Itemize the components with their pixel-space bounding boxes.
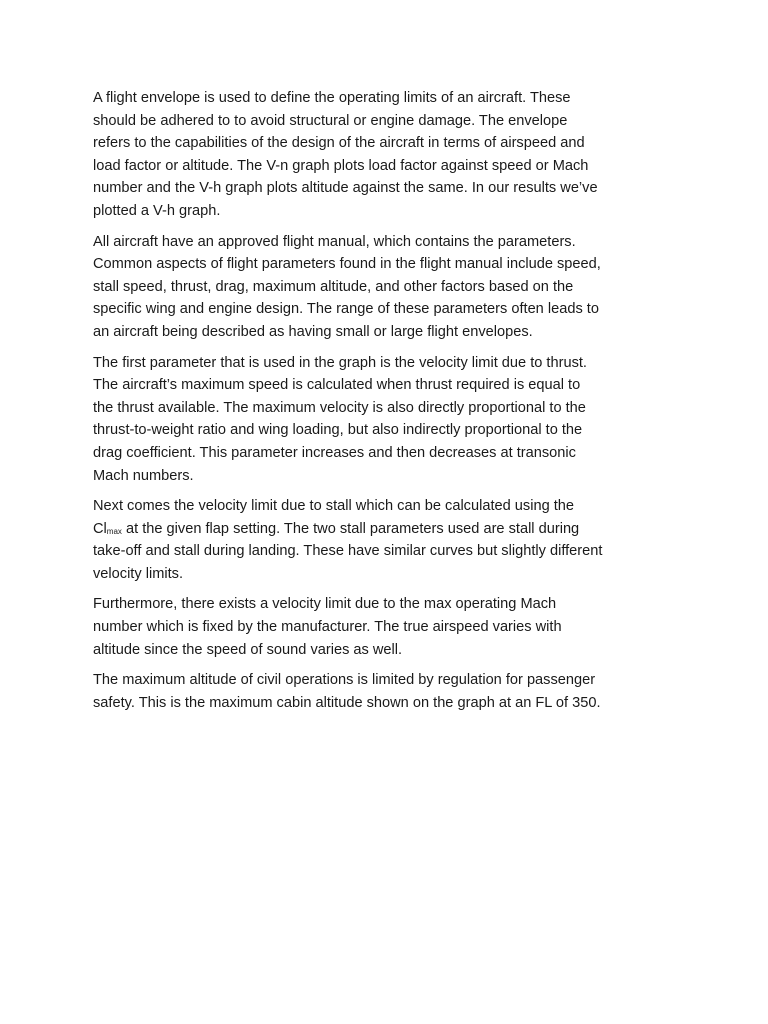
text-line: altitude since the speed of sound varies as well. [93,641,403,658]
text-line: thrust-to-weight ratio and wing loading, but also indirectly proportional to the [93,422,583,439]
text-line: The first parameter that is used in the graph is the velocity limit due to thrust. [93,354,587,371]
text-line: load factor or altitude. The V-n graph plots load factor against speed or Mach [93,157,589,174]
text-fragment: at the given flap setting. The two stall parameters used are stall during [121,520,580,537]
text-line: specific wing and engine design. The range of these parameters often leads to [93,301,599,318]
text-line: should be adhered to to avoid structural or engine damage. The envelope [93,112,568,129]
text-line: refers to the capabilities of the design of the aircraft in terms of airspeed and [93,135,585,152]
text-line: All aircraft have an approved flight manual, which contains the parameters. [93,233,576,250]
text-line: The maximum altitude of civil operations is limited by regulation for passenger [93,672,596,689]
paragraph-stall-limit [93,495,693,585]
text-line: plotted a V-h graph. [93,202,221,219]
text-line: Furthermore, there exists a velocity limit due to the max operating Mach [93,596,557,613]
text-line: number and the V-h graph plots altitude against the same. In our results we’ve [93,180,598,197]
text-line: A flight envelope is used to define the operating limits of an aircraft. These [93,90,571,106]
text-line: the thrust available. The maximum velocity is also directly proportional to the [93,399,586,416]
text-line: Mach numbers. [93,467,194,484]
text-line-clmax [93,518,693,541]
text-line: drag coefficient. This parameter increases and then decreases at transonic [93,444,576,461]
text-line: stall speed, thrust, drag, maximum altitude, and other factors based on the [93,278,574,295]
text-line: an aircraft being described as having small or large flight envelopes. [93,323,533,340]
paragraph-thrust-limit [93,352,693,488]
text-line: Next comes the velocity limit due to stall which can be calculated using the [93,498,575,515]
text-line: take-off and stall during landing. These have similar curves but slightly different [93,543,603,560]
paragraph-flight-manual [93,231,693,344]
text-line: velocity limits. [93,565,184,582]
document-body [93,87,693,722]
text-line: The aircraft’s maximum speed is calculated when thrust required is equal to [93,377,581,394]
cl-symbol: Cl [93,520,107,537]
paragraph-max-altitude [93,669,693,714]
text-line: Common aspects of flight parameters found in the flight manual include speed, [93,256,601,273]
text-line: safety. This is the maximum cabin altitude shown on the graph at an FL of 350. [93,694,601,711]
text-line: number which is fixed by the manufacturer. The true airspeed varies with [93,619,562,636]
paragraph-flight-envelope [93,87,693,223]
paragraph-mach-limit [93,593,693,661]
cl-max-subscript: max [106,526,122,536]
